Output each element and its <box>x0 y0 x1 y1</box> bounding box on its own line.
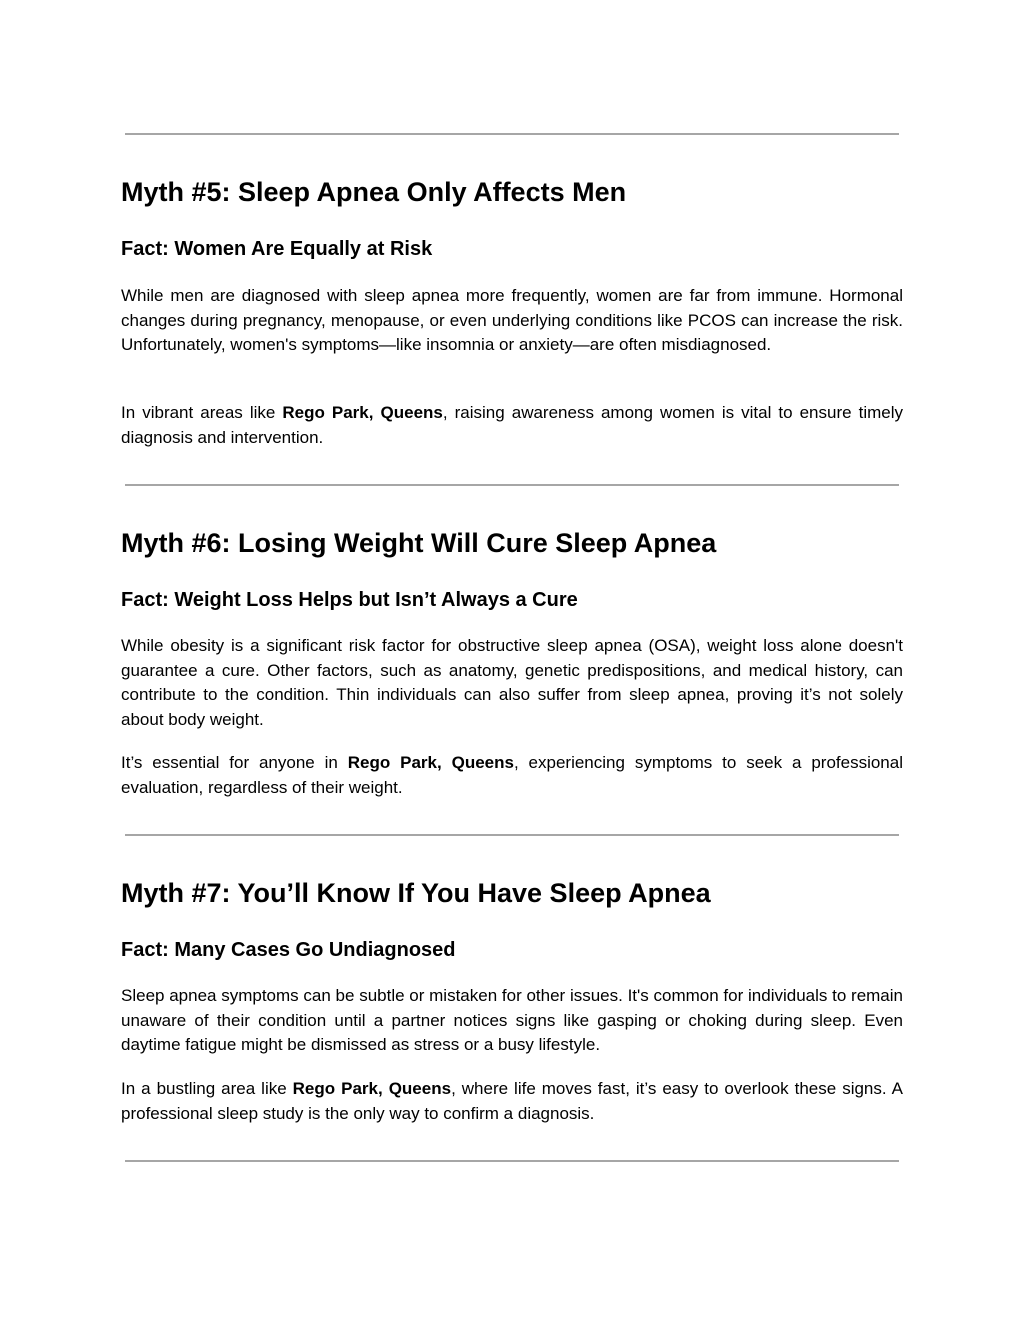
myth-5-paragraph-1: While men are diagnosed with sleep apnea more frequently, women are far from immune. Hormonal changes during pregnancy, menopause, or even underlying conditions like PCOS can increase the risk. Unfortunately, women's symptoms—like insomnia or anxiety—are often misdiagnosed. <box>121 286 903 354</box>
myth-7-paragraph-1: Sleep apnea symptoms can be subtle or mistaken for other issues. It's common for individuals to remain unaware of their condition until a partner notices signs like gasping or choking during sleep. Even daytime fatigue might be dismissed as stress or a busy lifestyle. <box>121 986 903 1054</box>
paragraph-text: , experiencing symptoms to seek a professional evaluation, regardless of their weight. <box>121 753 903 797</box>
myth-6-fact-heading: Fact: Weight Loss Helps but Isn’t Always a Cure <box>121 589 578 611</box>
horizontal-divider <box>125 133 899 135</box>
myth-6-heading: Myth #6: Losing Weight Will Cure Sleep Apnea <box>121 528 717 558</box>
myth-7-paragraph-2 <box>121 1077 903 1126</box>
myth-5-paragraph-2 <box>121 401 903 450</box>
myth-7-heading: Myth #7: You’ll Know If You Have Sleep Apnea <box>121 878 711 908</box>
location-emphasis: Rego Park, Queens <box>282 403 443 422</box>
paragraph-text: In a bustling area like <box>121 1079 293 1098</box>
myth-5-fact-heading: Fact: Women Are Equally at Risk <box>121 238 433 260</box>
paragraph-text: , where life moves fast, it’s easy to overlook these signs. A professional sleep study is the only way to confirm a diagnosis. <box>121 1079 903 1123</box>
horizontal-divider <box>125 1160 899 1162</box>
myth-5-heading: Myth #5: Sleep Apnea Only Affects Men <box>121 177 627 207</box>
paragraph-text: , raising awareness among women is vital to ensure timely diagnosis and intervention. <box>121 403 903 447</box>
location-emphasis: Rego Park, Queens <box>292 1079 452 1098</box>
myth-6-paragraph-2 <box>121 751 903 800</box>
horizontal-divider <box>125 484 899 486</box>
paragraph-text: It’s essential for anyone in <box>121 753 348 772</box>
location-emphasis: Rego Park, Queens <box>347 753 514 772</box>
paragraph-text: In vibrant areas like <box>121 403 283 422</box>
horizontal-divider <box>125 834 899 836</box>
myth-6-paragraph-1: While obesity is a significant risk factor for obstructive sleep apnea (OSA), weight loss alone doesn't guarantee a cure. Other factors, such as anatomy, genetic predispositions, and medical history, can contribute to the condition. Thin individuals can also suffer from sleep apnea, proving it’s not solely about body weight. <box>121 636 903 729</box>
myth-7-fact-heading: Fact: Many Cases Go Undiagnosed <box>121 939 456 961</box>
